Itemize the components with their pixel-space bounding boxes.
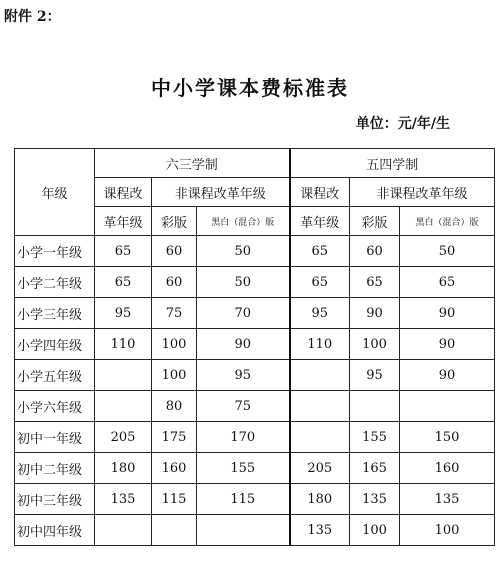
fee-cell: 90 <box>400 298 495 329</box>
fee-cell: 90 <box>197 329 290 360</box>
fee-cell: 160 <box>152 453 197 484</box>
table-row <box>15 360 495 391</box>
table-row <box>15 329 495 360</box>
fee-cell: 135 <box>350 484 400 515</box>
fee-cell: 135 <box>95 484 152 515</box>
reform-header-cont: 革年级 <box>290 207 350 236</box>
fee-cell <box>197 515 290 546</box>
color-edition-header: 彩版 <box>350 207 400 236</box>
fee-cell: 110 <box>290 329 350 360</box>
fee-cell: 100 <box>350 515 400 546</box>
fee-cell <box>290 391 350 422</box>
fee-cell: 65 <box>290 236 350 267</box>
fee-cell: 90 <box>350 298 400 329</box>
fee-cell: 65 <box>95 267 152 298</box>
fee-cell: 100 <box>152 360 197 391</box>
table-row <box>15 267 495 298</box>
grade-cell: 小学五年级 <box>15 360 95 391</box>
unit-note: 单位：元/年/生 <box>355 116 450 132</box>
fee-table-body <box>15 236 495 546</box>
grade-cell: 小学一年级 <box>15 236 95 267</box>
table-row <box>15 298 495 329</box>
grade-cell: 小学二年级 <box>15 267 95 298</box>
fee-cell: 60 <box>152 236 197 267</box>
fee-cell <box>152 515 197 546</box>
fee-cell: 205 <box>95 422 152 453</box>
grade-header: 年级 <box>15 149 95 236</box>
fee-cell: 115 <box>197 484 290 515</box>
fee-cell: 160 <box>400 453 495 484</box>
fee-cell: 100 <box>400 515 495 546</box>
table-row <box>15 422 495 453</box>
reform-header: 课程改 <box>95 178 152 207</box>
fee-cell: 80 <box>152 391 197 422</box>
fee-cell: 95 <box>290 298 350 329</box>
fee-cell: 175 <box>152 422 197 453</box>
fee-cell <box>95 360 152 391</box>
fee-cell: 75 <box>197 391 290 422</box>
bw-edition-header: 黑白（混合）版 <box>400 207 495 236</box>
fee-cell: 90 <box>400 329 495 360</box>
table-row <box>15 484 495 515</box>
non-reform-header: 非课程改革年级 <box>152 178 290 207</box>
fee-cell <box>400 391 495 422</box>
fee-cell: 60 <box>152 267 197 298</box>
fee-cell: 205 <box>290 453 350 484</box>
fee-cell: 65 <box>350 267 400 298</box>
fee-cell: 155 <box>197 453 290 484</box>
fee-cell: 135 <box>290 515 350 546</box>
five-four-header: 五四学制 <box>290 149 495 178</box>
fee-cell: 170 <box>197 422 290 453</box>
fee-cell: 165 <box>350 453 400 484</box>
fee-cell <box>95 391 152 422</box>
six-three-header: 六三学制 <box>95 149 290 178</box>
fee-cell: 50 <box>197 267 290 298</box>
grade-cell: 初中二年级 <box>15 453 95 484</box>
table-row <box>15 391 495 422</box>
table-row <box>15 515 495 546</box>
fee-cell: 95 <box>350 360 400 391</box>
fee-cell: 180 <box>95 453 152 484</box>
reform-header: 课程改 <box>290 178 350 207</box>
fee-cell <box>290 360 350 391</box>
fee-cell: 95 <box>197 360 290 391</box>
fee-cell: 75 <box>152 298 197 329</box>
fee-cell: 65 <box>400 267 495 298</box>
fee-cell <box>350 391 400 422</box>
fee-cell: 65 <box>95 236 152 267</box>
fee-cell: 70 <box>197 298 290 329</box>
fee-cell: 90 <box>400 360 495 391</box>
fee-cell: 180 <box>290 484 350 515</box>
fee-table <box>14 148 495 546</box>
fee-cell: 115 <box>152 484 197 515</box>
fee-cell: 110 <box>95 329 152 360</box>
reform-header-cont: 革年级 <box>95 207 152 236</box>
grade-cell: 小学三年级 <box>15 298 95 329</box>
fee-cell: 100 <box>350 329 400 360</box>
non-reform-header: 非课程改革年级 <box>350 178 495 207</box>
fee-cell: 100 <box>152 329 197 360</box>
grade-cell: 小学四年级 <box>15 329 95 360</box>
color-edition-header: 彩版 <box>152 207 197 236</box>
table-row <box>15 453 495 484</box>
fee-cell: 95 <box>95 298 152 329</box>
grade-cell: 小学六年级 <box>15 391 95 422</box>
grade-cell: 初中一年级 <box>15 422 95 453</box>
fee-cell: 135 <box>400 484 495 515</box>
fee-cell <box>95 515 152 546</box>
fee-cell: 60 <box>350 236 400 267</box>
grade-cell: 初中四年级 <box>15 515 95 546</box>
fee-cell: 155 <box>350 422 400 453</box>
document-title: 中小学课本费标准表 <box>151 76 349 100</box>
attachment-label: 附件 2： <box>4 9 61 25</box>
fee-cell: 150 <box>400 422 495 453</box>
fee-cell: 50 <box>197 236 290 267</box>
fee-cell: 65 <box>290 267 350 298</box>
fee-cell: 50 <box>400 236 495 267</box>
fee-cell <box>290 422 350 453</box>
bw-edition-header: 黑白（混合）版 <box>197 207 290 236</box>
grade-cell: 初中三年级 <box>15 484 95 515</box>
table-row <box>15 236 495 267</box>
